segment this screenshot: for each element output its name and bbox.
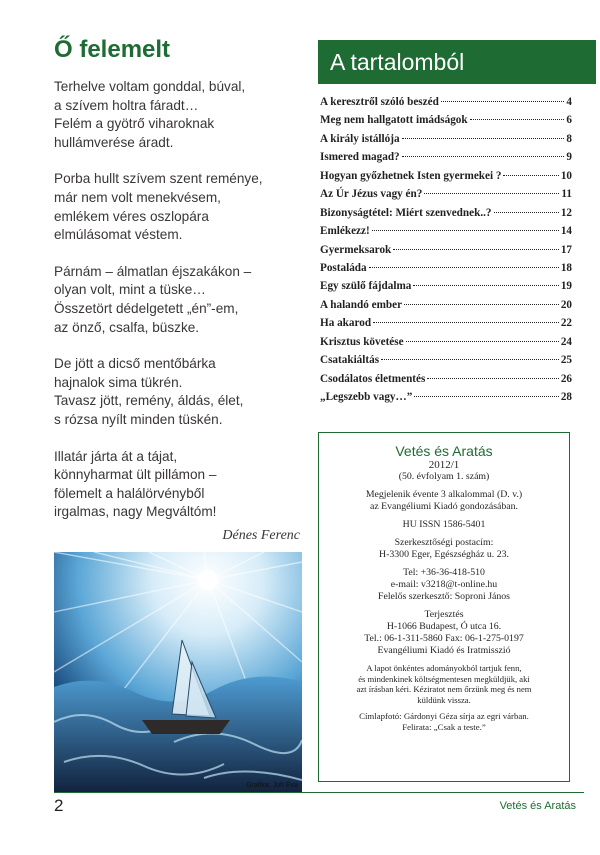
toc-entry-page: 17 <box>560 243 572 256</box>
toc-entry-title: „Legszebb vagy…” <box>320 391 413 403</box>
poem-stanza <box>54 355 304 429</box>
toc-entry-page: 8 <box>566 132 572 145</box>
poem-stanza <box>54 170 304 244</box>
imprint-note-line: és mindenkinek költségmentesen megküldjük, aki <box>358 673 530 684</box>
toc-entry[interactable] <box>320 188 572 206</box>
toc-entry-page: 4 <box>566 96 572 108</box>
toc-entry-title: Gyermeksarok <box>320 243 392 256</box>
imprint-volume: (50. évfolyam 1. szám) <box>398 471 490 482</box>
toc-entry[interactable] <box>320 262 572 280</box>
toc-entry[interactable] <box>320 373 572 391</box>
footer-magazine-name: Vetés és Aratás <box>499 800 576 812</box>
poem-line: Párnám – álmatlan éjszakákon – <box>54 263 252 279</box>
toc-entry-title: Hogyan győzhetnek Isten gyermekei ? <box>320 169 502 182</box>
toc-leader <box>441 101 565 102</box>
imprint-distribution-address: H-1066 Budapest, Ó utca 16. <box>386 621 502 632</box>
toc-entry-page: 24 <box>560 335 572 348</box>
toc-entry[interactable] <box>320 114 572 132</box>
toc-entry[interactable] <box>320 133 572 151</box>
toc-entry[interactable] <box>320 151 572 169</box>
boat-sea-illustration <box>54 552 302 792</box>
toc-entry-page: 20 <box>560 298 572 311</box>
poem-author: Dénes Ferenc <box>222 528 300 543</box>
imprint-note-line: A lapot önkéntes adományokból tartjuk fenn, <box>366 663 522 673</box>
imprint-publisher: az Evangéliumi Kiadó gondozásában. <box>370 501 518 512</box>
imprint-frequency: Megjelenik évente 3 alkalommal (D. v.) <box>365 489 523 500</box>
artwork-credit: Grafika: Juh Éva <box>246 782 298 789</box>
imprint-email[interactable]: e-mail: v3218@t-online.hu <box>390 579 498 590</box>
imprint-distribution-phone: Tel.: 06-1-311-5860 Fax: 06-1-275-0197 <box>364 633 524 644</box>
toc-leader <box>372 230 559 231</box>
poem-line: Porba hullt szívem szent reménye, <box>54 171 263 187</box>
poem-line: s rózsa nyílt minden tüskén. <box>54 411 223 427</box>
toc-entry-page: 19 <box>560 280 572 293</box>
toc-leader <box>494 212 559 213</box>
poem-line: emlékem véres oszlopára <box>54 208 209 224</box>
toc-entry-page: 28 <box>560 391 572 403</box>
poem-line: irgalmas, nagy Megváltóm! <box>54 504 217 520</box>
toc-entry-title: Egy szülő fájdalma <box>320 280 412 293</box>
toc-entry-title: Csatakiáltás <box>320 354 380 367</box>
toc-leader <box>402 156 565 157</box>
imprint-cover-inscription: Felirata: „Csak a teste.” <box>402 722 486 732</box>
table-of-contents <box>320 96 572 409</box>
poem-line: Tavasz jött, remény, áldás, élet, <box>54 393 244 409</box>
imprint-magazine-name: Vetés és Aratás <box>395 443 493 459</box>
toc-entry[interactable] <box>320 280 572 298</box>
imprint-postal-address: H-3300 Eger, Egészségház u. 23. <box>379 549 509 560</box>
toc-entry[interactable] <box>320 96 572 114</box>
toc-leader <box>402 138 565 139</box>
toc-entry-page: 9 <box>566 151 572 164</box>
poem-stanza <box>54 78 304 152</box>
toc-leader <box>427 378 558 379</box>
poem-line: fölemelt a halálörvényből <box>54 485 205 501</box>
toc-entry[interactable] <box>320 391 572 409</box>
poem-line: Felém a gyötrő viharoknak <box>54 116 215 132</box>
toc-leader <box>424 193 559 194</box>
toc-entry-title: A király istállója <box>320 132 400 145</box>
toc-entry-page: 25 <box>560 354 572 367</box>
poem-title: Ő felemelt <box>54 36 171 63</box>
poem-stanza <box>54 448 304 522</box>
toc-heading: A tartalomból <box>318 40 596 84</box>
toc-leader <box>381 359 559 360</box>
footer-divider <box>54 792 584 793</box>
toc-entry-page: 11 <box>561 188 572 201</box>
poem-stanza <box>54 263 304 337</box>
toc-leader <box>406 341 559 342</box>
toc-leader <box>470 119 565 120</box>
toc-leader <box>414 396 559 397</box>
toc-entry-title: A keresztről szóló beszéd <box>320 96 439 108</box>
poem-line: hullámverése áradt. <box>54 134 174 150</box>
imprint-distribution-label: Terjesztés <box>424 609 464 620</box>
poem-line: De jött a dicső mentőbárka <box>54 356 216 372</box>
imprint-cover-photo-caption: Címlapfotó: Gárdonyi Géza sírja az egri várban. <box>359 711 529 721</box>
toc-leader <box>413 285 558 286</box>
toc-entry-page: 12 <box>560 206 572 219</box>
imprint-issn: HU ISSN 1586-5401 <box>402 519 486 530</box>
poem-line: a szívem holtra fáradt… <box>54 97 199 113</box>
imprint-telephone: Tel: +36-36-418-510 <box>403 567 485 578</box>
imprint-distribution-org: Evangéliumi Kiadó és Iratmisszió <box>377 645 511 656</box>
toc-leader <box>503 175 558 176</box>
toc-entry-page: 6 <box>566 114 572 127</box>
toc-entry-title: Ha akarod <box>320 317 372 330</box>
poem-line: Illatár járta át a tájat, <box>54 448 178 464</box>
poem-line: olyan volt, mint a tüske… <box>54 282 206 298</box>
toc-entry-title: Csodálatos életmentés <box>320 372 426 385</box>
toc-entry-title: A halandó ember <box>320 298 403 311</box>
imprint-note-line: azt írásban kéri. Kéziratot nem őrzünk meg és nem <box>356 684 532 694</box>
imprint-issue: 2012/1 <box>428 459 460 471</box>
toc-entry-title: Ismered magad? <box>320 151 400 164</box>
toc-entry-title: Krisztus követése <box>320 335 404 348</box>
toc-entry-page: 10 <box>560 169 572 182</box>
toc-entry-title: Meg nem hallgatott imádságok <box>320 114 468 127</box>
poem-line: hajnalok sima tükrén. <box>54 374 183 390</box>
toc-leader <box>369 267 559 268</box>
toc-entry-page: 26 <box>560 372 572 385</box>
artwork-illustration <box>54 552 302 792</box>
poem-line: elmúlásomat véstem. <box>54 227 183 243</box>
imprint-postal-label: Szerkesztőségi postacím: <box>394 537 494 548</box>
toc-entry[interactable] <box>320 317 572 335</box>
toc-entry-page: 22 <box>560 317 572 330</box>
toc-entry[interactable] <box>320 354 572 372</box>
toc-leader <box>393 249 559 250</box>
toc-entry-title: Bizonyságtétel: Miért szenvednek..? <box>320 206 492 219</box>
toc-leader <box>373 322 559 323</box>
imprint-note-line: küldünk vissza. <box>417 694 471 705</box>
imprint-box <box>318 432 570 782</box>
toc-entry[interactable] <box>320 299 572 317</box>
toc-entry-page: 18 <box>560 261 572 274</box>
toc-entry-title: Az Úr Jézus vagy én? <box>320 188 423 201</box>
toc-entry[interactable] <box>320 170 572 188</box>
toc-entry[interactable] <box>320 244 572 262</box>
toc-entry-page: 14 <box>560 225 572 238</box>
page-number: 2 <box>54 796 64 815</box>
poem-body <box>54 78 304 540</box>
poem-line: már nem volt menekvésem, <box>54 189 221 205</box>
imprint-editor: Felelős szerkesztő: Soproni János <box>378 591 510 602</box>
toc-entry[interactable] <box>320 207 572 225</box>
toc-entry-title: Postaláda <box>320 261 367 274</box>
toc-leader <box>404 304 559 305</box>
toc-entry-title: Emlékezz! <box>320 225 370 238</box>
poem-line: könnyharmat ült pillámon – <box>54 467 217 483</box>
poem-line: Terhelve voltam gonddal, búval, <box>54 79 246 94</box>
toc-entry[interactable] <box>320 225 572 243</box>
toc-entry[interactable] <box>320 336 572 354</box>
poem-line: Összetört dédelgetett „én”-em, <box>54 300 239 316</box>
poem-line: az önző, csalfa, büszke. <box>54 319 200 335</box>
